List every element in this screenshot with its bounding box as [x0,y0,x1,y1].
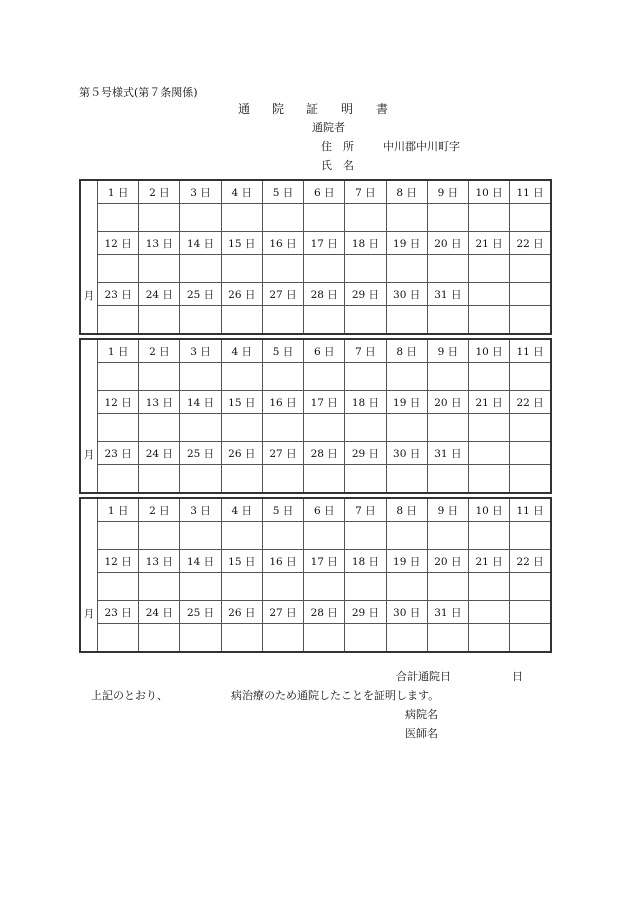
entry-cell[interactable] [139,465,180,494]
entry-cell[interactable] [304,522,345,550]
day-cell: 10 日 [468,498,509,522]
day-cell: 17 日 [304,232,345,255]
entry-cell[interactable] [386,363,427,391]
total-label: 合計通院日 [396,670,451,683]
day-cell: 11 日 [510,180,551,204]
entry-cell[interactable] [510,306,551,335]
day-cell: 4 日 [221,339,262,363]
entry-row [80,522,551,550]
day-cell: 18 日 [345,391,386,414]
hospital-label: 病院名 [405,708,438,721]
entry-cell[interactable] [221,624,262,653]
entry-cell[interactable] [221,414,262,442]
entry-cell[interactable] [221,573,262,601]
entry-cell[interactable] [468,465,509,494]
entry-cell[interactable] [427,573,468,601]
day-cell: 12 日 [98,391,139,414]
entry-row [80,363,551,391]
day-cell: 28 日 [304,442,345,465]
day-cell: 11 日 [510,339,551,363]
entry-cell[interactable] [180,306,221,335]
day-cell: 24 日 [139,283,180,306]
title-char: 明 [341,102,354,116]
entry-cell[interactable] [510,573,551,601]
entry-cell[interactable] [98,204,139,232]
day-cell: 25 日 [180,442,221,465]
day-cell: 20 日 [427,550,468,573]
month-cell [80,180,98,334]
day-cell: 1 日 [98,339,139,363]
calendar-block-2 [79,338,552,494]
day-cell: 17 日 [304,391,345,414]
day-cell: 13 日 [139,232,180,255]
patient-heading: 通院者 [312,121,345,134]
day-cell [510,283,551,306]
entry-cell[interactable] [262,204,303,232]
entry-cell[interactable] [262,363,303,391]
entry-row [80,306,551,335]
day-cell: 31 日 [427,601,468,624]
day-cell: 7 日 [345,498,386,522]
name-label: 氏 名 [321,159,354,172]
entry-cell[interactable] [98,363,139,391]
day-cell: 25 日 [180,601,221,624]
day-cell: 22 日 [510,232,551,255]
day-cell: 21 日 [468,232,509,255]
day-cell: 6 日 [304,339,345,363]
entry-row [80,465,551,494]
day-cell: 7 日 [345,339,386,363]
day-cell: 27 日 [262,601,303,624]
entry-cell[interactable] [262,306,303,335]
entry-cell[interactable] [180,414,221,442]
entry-cell[interactable] [180,204,221,232]
entry-cell[interactable] [427,414,468,442]
day-cell [510,601,551,624]
form-label: 第５号様式(第７条関係) [79,86,198,99]
day-cell: 10 日 [468,339,509,363]
day-cell: 17 日 [304,550,345,573]
day-cell: 5 日 [262,339,303,363]
day-cell: 23 日 [98,283,139,306]
entry-cell[interactable] [510,363,551,391]
entry-cell[interactable] [180,573,221,601]
entry-cell[interactable] [510,204,551,232]
entry-cell[interactable] [221,255,262,283]
day-cell: 15 日 [221,391,262,414]
entry-cell[interactable] [262,573,303,601]
day-cell: 15 日 [221,550,262,573]
entry-cell[interactable] [221,306,262,335]
entry-cell[interactable] [345,255,386,283]
day-cell: 20 日 [427,391,468,414]
day-cell: 14 日 [180,391,221,414]
entry-cell[interactable] [98,306,139,335]
entry-cell[interactable] [386,255,427,283]
day-cell: 31 日 [427,442,468,465]
entry-cell[interactable] [510,414,551,442]
entry-cell[interactable] [468,414,509,442]
entry-cell[interactable] [180,363,221,391]
entry-cell[interactable] [468,573,509,601]
entry-cell[interactable] [262,624,303,653]
day-cell: 2 日 [139,180,180,204]
month-cell [80,339,98,493]
day-cell: 10 日 [468,180,509,204]
title-char: 院 [272,102,285,116]
entry-cell[interactable] [262,465,303,494]
day-cell: 2 日 [139,339,180,363]
day-cell: 30 日 [386,442,427,465]
statement-part2: 病治療のため通院したことを証明します。 [231,689,440,702]
day-cell: 29 日 [345,601,386,624]
day-cell: 26 日 [221,601,262,624]
entry-cell[interactable] [468,255,509,283]
doctor-label: 医師名 [405,727,438,740]
entry-cell[interactable] [139,573,180,601]
day-cell: 16 日 [262,232,303,255]
day-cell: 22 日 [510,550,551,573]
address-value: 中川郡中川町字 [383,140,460,153]
entry-cell[interactable] [262,522,303,550]
entry-cell[interactable] [427,522,468,550]
day-cell [468,442,509,465]
day-cell: 21 日 [468,550,509,573]
day-cell: 24 日 [139,442,180,465]
month-label: 月 [83,608,95,620]
entry-cell[interactable] [345,624,386,653]
entry-cell[interactable] [139,306,180,335]
calendar-block-3 [79,497,552,653]
entry-cell[interactable] [98,624,139,653]
day-cell [468,601,509,624]
entry-cell[interactable] [98,465,139,494]
entry-row [80,204,551,232]
entry-cell[interactable] [427,465,468,494]
day-cell: 9 日 [427,339,468,363]
day-cell: 16 日 [262,391,303,414]
day-cell: 27 日 [262,442,303,465]
entry-cell[interactable] [139,522,180,550]
entry-cell[interactable] [510,255,551,283]
day-cell: 4 日 [221,498,262,522]
day-cell: 11 日 [510,498,551,522]
entry-cell[interactable] [180,522,221,550]
entry-row [80,255,551,283]
day-cell: 24 日 [139,601,180,624]
day-cell: 22 日 [510,391,551,414]
day-cell: 23 日 [98,601,139,624]
entry-cell[interactable] [345,204,386,232]
day-cell: 6 日 [304,498,345,522]
entry-row [80,573,551,601]
day-cell: 23 日 [98,442,139,465]
day-cell: 1 日 [98,498,139,522]
entry-cell[interactable] [468,624,509,653]
day-cell [510,442,551,465]
day-cell: 30 日 [386,283,427,306]
entry-cell[interactable] [468,306,509,335]
entry-cell[interactable] [468,363,509,391]
day-cell: 9 日 [427,498,468,522]
day-cell: 14 日 [180,232,221,255]
entry-cell[interactable] [304,624,345,653]
day-cell: 28 日 [304,283,345,306]
entry-cell[interactable] [221,363,262,391]
day-cell: 26 日 [221,283,262,306]
day-cell: 29 日 [345,442,386,465]
day-cell: 3 日 [180,180,221,204]
entry-cell[interactable] [221,204,262,232]
entry-cell[interactable] [386,624,427,653]
entry-cell[interactable] [510,522,551,550]
day-cell: 19 日 [386,232,427,255]
entry-cell[interactable] [304,573,345,601]
entry-cell[interactable] [386,306,427,335]
statement-part1: 上記のとおり、 [91,689,168,702]
entry-cell[interactable] [304,414,345,442]
entry-cell[interactable] [139,204,180,232]
day-cell: 28 日 [304,601,345,624]
entry-cell[interactable] [386,204,427,232]
entry-cell[interactable] [98,414,139,442]
day-cell: 1 日 [98,180,139,204]
entry-cell[interactable] [510,465,551,494]
entry-cell[interactable] [304,204,345,232]
entry-cell[interactable] [262,414,303,442]
day-cell: 13 日 [139,550,180,573]
day-cell: 15 日 [221,232,262,255]
title-char: 書 [376,102,389,116]
entry-cell[interactable] [221,465,262,494]
day-cell: 6 日 [304,180,345,204]
entry-cell[interactable] [262,255,303,283]
month-cell [80,498,98,652]
entry-cell[interactable] [386,465,427,494]
day-cell: 3 日 [180,498,221,522]
title-char: 通 [238,102,251,116]
entry-cell[interactable] [427,255,468,283]
day-cell: 20 日 [427,232,468,255]
entry-cell[interactable] [386,573,427,601]
entry-cell[interactable] [98,573,139,601]
month-label: 月 [83,290,95,302]
entry-cell[interactable] [98,255,139,283]
entry-cell[interactable] [180,255,221,283]
entry-cell[interactable] [386,414,427,442]
entry-cell[interactable] [139,255,180,283]
entry-cell[interactable] [427,363,468,391]
day-cell: 31 日 [427,283,468,306]
entry-cell[interactable] [304,306,345,335]
day-cell: 30 日 [386,601,427,624]
entry-row [80,414,551,442]
day-cell: 12 日 [98,550,139,573]
day-cell: 3 日 [180,339,221,363]
day-cell: 12 日 [98,232,139,255]
entry-cell[interactable] [427,624,468,653]
total-unit: 日 [512,670,523,683]
entry-cell[interactable] [345,573,386,601]
entry-cell[interactable] [139,624,180,653]
day-cell: 2 日 [139,498,180,522]
entry-cell[interactable] [304,465,345,494]
day-cell: 19 日 [386,391,427,414]
entry-cell[interactable] [468,204,509,232]
entry-cell[interactable] [98,522,139,550]
entry-cell[interactable] [345,465,386,494]
day-cell: 8 日 [386,498,427,522]
entry-cell[interactable] [468,522,509,550]
day-cell: 18 日 [345,232,386,255]
day-cell: 7 日 [345,180,386,204]
entry-cell[interactable] [345,363,386,391]
entry-cell[interactable] [427,306,468,335]
day-cell: 27 日 [262,283,303,306]
entry-cell[interactable] [510,624,551,653]
entry-cell[interactable] [139,414,180,442]
entry-cell[interactable] [180,465,221,494]
day-cell: 8 日 [386,339,427,363]
day-cell: 14 日 [180,550,221,573]
day-cell: 25 日 [180,283,221,306]
day-cell: 8 日 [386,180,427,204]
day-cell: 19 日 [386,550,427,573]
entry-cell[interactable] [180,624,221,653]
title-char: 証 [306,102,319,116]
day-cell: 18 日 [345,550,386,573]
day-cell [468,283,509,306]
entry-cell[interactable] [139,363,180,391]
day-cell: 4 日 [221,180,262,204]
month-label: 月 [83,449,95,461]
entry-cell[interactable] [345,414,386,442]
day-cell: 29 日 [345,283,386,306]
entry-cell[interactable] [304,363,345,391]
day-cell: 13 日 [139,391,180,414]
day-cell: 9 日 [427,180,468,204]
day-cell: 5 日 [262,180,303,204]
day-cell: 21 日 [468,391,509,414]
entry-cell[interactable] [345,306,386,335]
entry-cell[interactable] [386,522,427,550]
entry-row [80,624,551,653]
calendar-block-1 [79,179,552,335]
entry-cell[interactable] [427,204,468,232]
day-cell: 16 日 [262,550,303,573]
entry-cell[interactable] [221,522,262,550]
day-cell: 26 日 [221,442,262,465]
entry-cell[interactable] [345,522,386,550]
address-label: 住 所 [321,140,354,153]
entry-cell[interactable] [304,255,345,283]
day-cell: 5 日 [262,498,303,522]
